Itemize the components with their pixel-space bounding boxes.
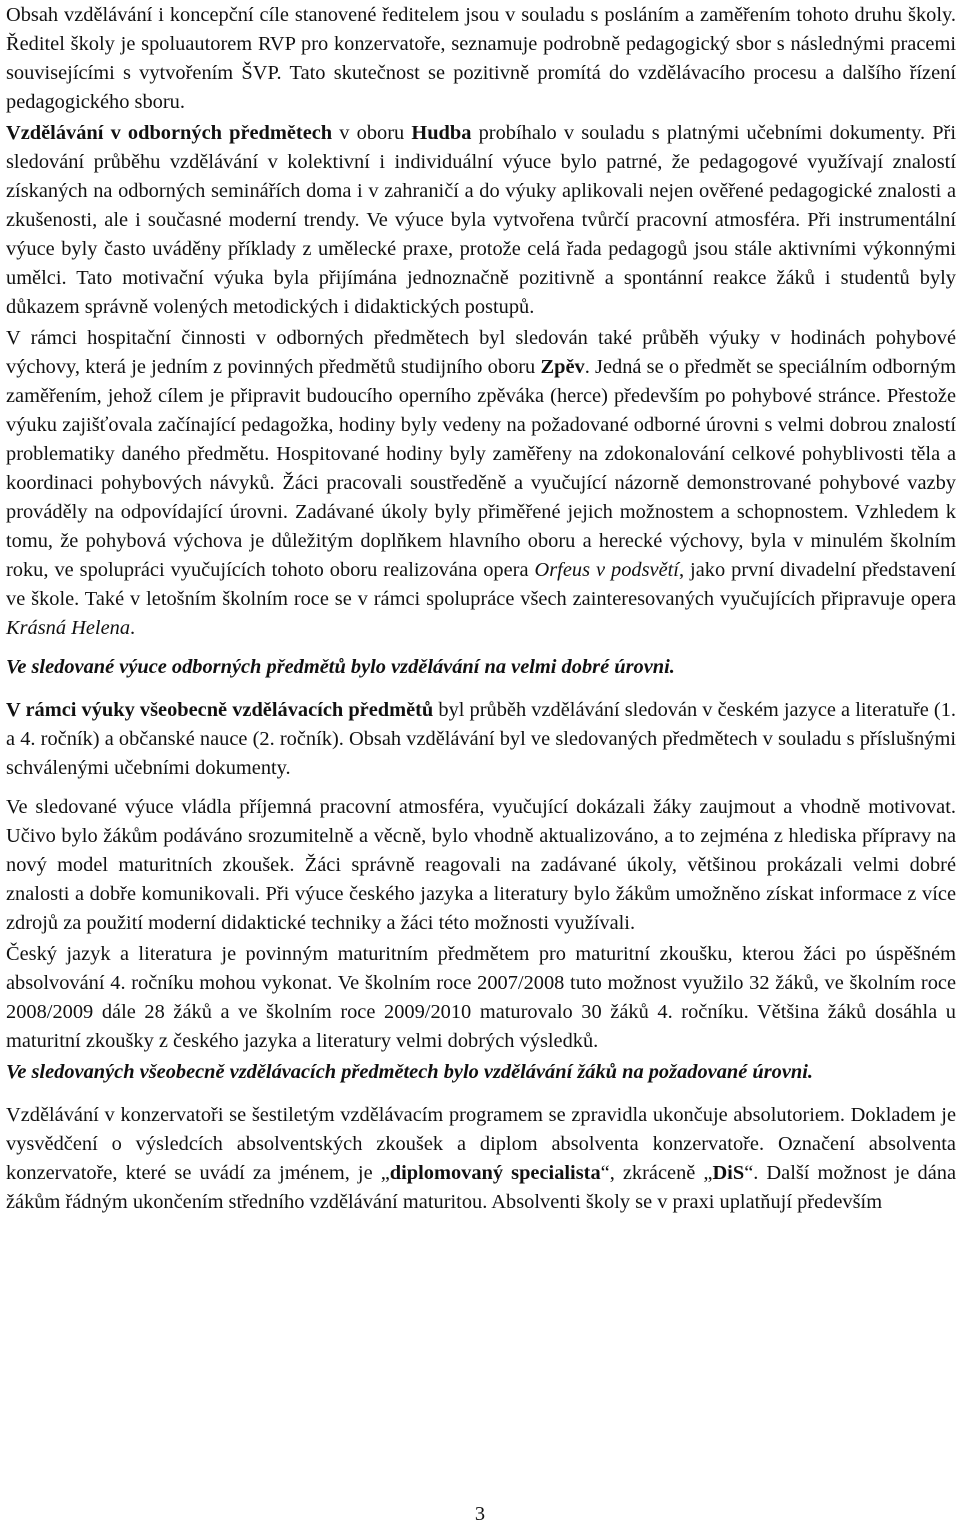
text-run: byl průběh vzdělávání sledován v českém jazyce a literatuře (1. a 4. ročník) a občanské nauce (2. ročník). Obsah vzdělávání byl ve sledovaných předmětech v souladu s příslušnými schválenými učebními dokumenty. — [6, 699, 956, 779]
text-run: , jako první divadelní představení ve škole. Také v letošním školním roce se v rámci spolupráce všech zainteresovaných vyučujících připravuje opera — [6, 559, 956, 610]
text-run: V rámci hospitační činnosti v odborných předmětech byl sledován také průběh výuky v hodinách pohybové výchovy, která je jedním z povinných předmětů studijního oboru — [6, 327, 956, 378]
text-run: Vzdělávání v konzervatoři se šestiletým vzdělávacím programem se zpravidla ukončuje absolutoriem. Dokladem je vysvědčení o výsledcích absolventských zkoušek a diplom absolventa konzervatoře. Označení absolventa konzervatoře, které se uvádí za jménem, je „ — [6, 1104, 956, 1184]
paragraph-odborne-predmety — [6, 119, 956, 322]
paragraph-absolutorium — [6, 1101, 956, 1217]
text-run: Vzdělávání v odborných předmětech — [6, 122, 333, 144]
text-run: Ve sledovaných všeobecně vzdělávacích předmětech bylo vzdělávání žáků na požadované úrovni. — [6, 1061, 814, 1083]
paragraph-pohybova-vychova — [6, 324, 956, 643]
paragraph-conclusion-odborne — [6, 653, 956, 682]
text-run: . — [130, 617, 136, 639]
paragraph-cesky-jazyk — [6, 940, 956, 1056]
text-run: “. Další možnost je dána žákům řádným ukončením středního vzdělávání maturitou. Absolventi školy se v praxi uplatňují především — [6, 1162, 957, 1213]
text-run: Orfeus v podsvětí — [534, 559, 679, 581]
text-run: probíhalo v souladu s platnými učebními dokumenty. Při sledování průběhu vzdělávání v kolektivní i individuální výuce bylo patrné, že pedagogové využívají znalostí získaných na odborných seminářích doma i v zahraničí a do výuky aplikovali nejen ověřené pedagogické znalosti a zkušenosti, ale i současné moderní trendy. Ve výuce byla vytvořena tvůrčí pracovní atmosféra. Při instrumentální výuce byly často uváděny příklady z umělecké praxe, protože celá řada pedagogů jsou stále aktivními výkonnými umělci. Tato motivační výuka byla přijímána jednoznačně pozitivně a spontánní reakce žáků i studentů byly důkazem správně volených metodických i didaktických postupů. — [6, 122, 956, 318]
text-run: Zpěv — [540, 356, 585, 378]
text-run: “, zkráceně „ — [600, 1162, 713, 1184]
paragraph-vseobecne-predmety — [6, 696, 956, 783]
text-run: Ve sledované výuce vládla příjemná pracovní atmosféra, vyučující dokázali žáky zaujmout a vhodně motivovat. Učivo bylo žákům podáváno srozumitelně a věcně, bylo vhodně aktualizováno, a to zejména z hlediska přípravy na nový model maturitních zkoušek. Žáci správně reagovali na zadávané úkoly, většinou prokázali velmi dobré znalosti a dobře komunikovali. Při výuce českého jazyka a literatury bylo žákům umožněno získat informace z více zdrojů za použití moderní didaktické techniky a žáci této možnosti využívali. — [6, 796, 956, 934]
text-run: diplomovaný specialista — [389, 1162, 601, 1184]
paragraph-intro — [6, 1, 956, 117]
text-run: DiS — [712, 1162, 745, 1184]
paragraph-conclusion-vseobecne — [6, 1058, 956, 1087]
paragraph-atmosfera — [6, 793, 956, 938]
text-run: Obsah vzdělávání i koncepční cíle stanovené ředitelem jsou v souladu s posláním a zaměřením tohoto druhu školy. Ředitel školy je spoluautorem RVP pro konzervatoře, seznamuje podrobně pedagogický sbor s následnými pracemi souvisejícími s vytvořením ŠVP. Tato skutečnost se pozitivně promítá do vzdělávacího procesu a dalšího řízení pedagogického sboru. — [6, 4, 956, 113]
text-run: . Jedná se o předmět se speciálním odborným zaměřením, jehož cílem je připravit budoucího operního zpěváka (herce) především po pohybové stránce. Přestože výuku zajišťovala začínající pedagožka, hodiny byly vedeny na požadované odborné úrovni s velmi dobrou znalostí problematiky daného předmětu. Hospitované hodiny byly zaměřeny na zdokonalování celkové pohyblivosti těla a koordinaci pohybových návyků. Žáci pracovali soustředěně a vyučující názorně demonstrované pohybové vazby prováděly na odpovídající úrovni. Zadávané úkoly byly přiměřené jejich možnostem a schopnostem. Vzhledem k tomu, že pohybová výchova je důležitým doplňkem hlavního oboru a herecké výchovy, byla v minulém školním roku, ve spolupráci vyučujících tohoto oboru realizována opera — [6, 356, 956, 581]
text-run: Krásná Helena — [6, 617, 131, 639]
text-run: V rámci výuky všeobecně vzdělávacích předmětů — [6, 699, 434, 721]
text-run: Ve sledované výuce odborných předmětů bylo vzdělávání na velmi dobré úrovni. — [6, 656, 675, 678]
text-run: v oboru — [332, 122, 412, 144]
page-number: 3 — [474, 1503, 486, 1525]
text-run: Český jazyk a literatura je povinným maturitním předmětem pro maturitní zkoušku, kterou žáci po úspěšném absolvování 4. ročníku mohou vykonat. Ve školním roce 2007/2008 tuto možnost využilo 32 žáků, ve školním roce 2008/2009 dále 28 žáků a ve školním roce 2009/2010 maturovalo 30 žáků 4. ročníku. Většina žáků dosáhla u maturitní zkoušky z českého jazyka a literatury velmi dobrých výsledků. — [6, 943, 956, 1052]
text-run: Hudba — [411, 122, 472, 144]
